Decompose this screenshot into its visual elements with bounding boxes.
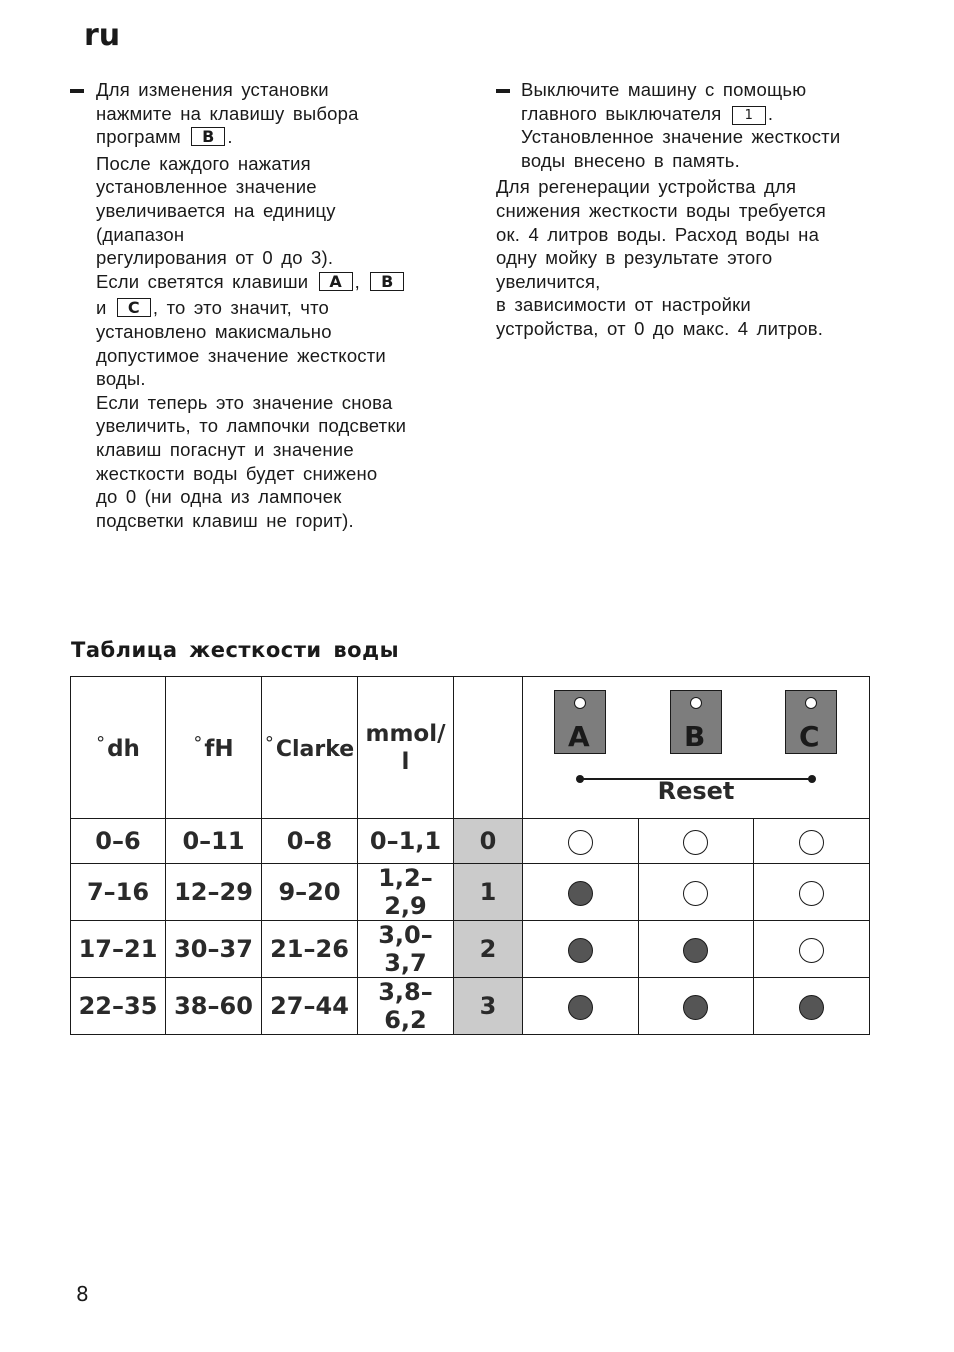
- text-line: подсветки клавиш не горит).: [96, 509, 354, 531]
- water-hardness-table: [70, 676, 870, 1035]
- cell-fh: 0–11: [166, 819, 262, 864]
- reset-label: Reset: [657, 777, 735, 805]
- text-line: допустимое значение жесткости: [96, 344, 386, 366]
- cell-dh: 7–16: [71, 864, 166, 921]
- indicator-circle-icon: [568, 938, 593, 963]
- text-line: регулирования от 0 до 3).: [96, 247, 334, 269]
- text-line: [96, 296, 466, 320]
- key-letter: B: [684, 720, 706, 753]
- indicator-circle-icon: [799, 830, 824, 855]
- cell-light-b: [638, 978, 754, 1035]
- text-line: установлено макисмально: [96, 320, 332, 342]
- key-b-icon: [670, 690, 722, 754]
- text-line: Установленное значение жесткости: [521, 126, 841, 148]
- header-dh: [71, 677, 166, 819]
- keys-diagram: [523, 677, 870, 819]
- indicator-circle-icon: [683, 995, 708, 1020]
- cell-fh: 12–29: [166, 864, 262, 921]
- cell-dh: 17–21: [71, 921, 166, 978]
- table-row: [71, 864, 870, 921]
- indicator-circle-icon: [799, 881, 824, 906]
- indicator-circle-icon: [683, 938, 708, 963]
- cell-mmol: 0–1,1: [358, 819, 454, 864]
- cell-light-b: [638, 921, 754, 978]
- text-line: Если теперь это значение снова: [96, 391, 393, 413]
- key-letter: C: [799, 720, 820, 753]
- cell-light-a: [523, 978, 639, 1035]
- indicator-light-icon: [805, 697, 817, 709]
- cell-mmol: 1,2–2,9: [358, 864, 454, 921]
- cell-level: 3: [454, 978, 523, 1035]
- cell-light-c: [754, 819, 870, 864]
- indicator-circle-icon: [799, 938, 824, 963]
- cell-light-a: [523, 819, 639, 864]
- table-row: [71, 921, 870, 978]
- key-c-icon: [785, 690, 837, 754]
- indicator-circle-icon: [568, 995, 593, 1020]
- text-fragment: главного выключателя: [521, 102, 722, 124]
- cell-light-b: [638, 819, 754, 864]
- text-fragment: .: [767, 102, 774, 124]
- cell-dh: 22–35: [71, 978, 166, 1035]
- table-row: [71, 819, 870, 864]
- key-a-icon: [554, 690, 606, 754]
- text-line: клавиш погаснут и значение: [96, 438, 354, 460]
- header-label: fH: [204, 736, 234, 762]
- indicator-light-icon: [690, 697, 702, 709]
- text-line: увеличить, то лампочки подсветки: [96, 415, 407, 437]
- indicator-circle-icon: [568, 881, 593, 906]
- text-fragment: , то это значит, что: [152, 297, 330, 319]
- text-line: После каждого нажатия: [96, 152, 311, 174]
- text-line: снижения жесткости воды требуется: [496, 199, 826, 221]
- cell-level: 2: [454, 921, 523, 978]
- text-line: увеличивается на единицу: [96, 199, 336, 221]
- text-line: Для изменения установки: [96, 79, 329, 100]
- text-line: воды внесено в память.: [521, 149, 740, 171]
- indicator-circle-icon: [799, 995, 824, 1020]
- indicator-circle-icon: [568, 830, 593, 855]
- cell-clarke: 0–8: [262, 819, 358, 864]
- cell-level: 1: [454, 864, 523, 921]
- cell-mmol: 3,8–6,2: [358, 978, 454, 1035]
- cell-clarke: 9–20: [262, 864, 358, 921]
- cell-light-a: [523, 864, 639, 921]
- cell-dh: 0–6: [71, 819, 166, 864]
- header-fh: [166, 677, 262, 819]
- cell-fh: 30–37: [166, 921, 262, 978]
- table-title: Таблица жесткости воды: [71, 638, 400, 662]
- header-clarke: [262, 677, 358, 819]
- header-label: dh: [107, 736, 140, 762]
- table-row: [71, 978, 870, 1035]
- text-fragment: программ: [96, 126, 181, 148]
- key-c-label: C: [117, 298, 151, 317]
- text-line: одну мойку в результате этого: [496, 247, 773, 269]
- page-number: 8: [76, 1282, 89, 1306]
- text-line: увеличится,: [496, 270, 601, 292]
- cell-light-c: [754, 864, 870, 921]
- key-b-label: B: [370, 272, 404, 291]
- text-fragment: ,: [354, 270, 360, 292]
- text-line: нажмите на клавишу выбора: [96, 102, 359, 124]
- text-line: Для регенерации устройства для: [496, 176, 797, 198]
- text-fragment: .: [227, 126, 233, 148]
- cell-light-a: [523, 921, 639, 978]
- right-column-text: [496, 78, 896, 341]
- left-column-text: [96, 78, 466, 532]
- text-line: установленное значение: [96, 176, 317, 198]
- cell-light-c: [754, 978, 870, 1035]
- header-level: [454, 677, 523, 819]
- text-line: Выключите машину с помощью: [521, 79, 807, 100]
- cell-light-b: [638, 864, 754, 921]
- degree-symbol: °: [193, 733, 203, 754]
- text-line: ок. 4 литров воды. Расход воды на: [496, 223, 820, 245]
- cell-light-c: [754, 921, 870, 978]
- indicator-light-icon: [574, 697, 586, 709]
- header-label: Clarke: [275, 737, 355, 762]
- text-line: до 0 (ни одна из лампочек: [96, 486, 342, 508]
- header-label: mmol/ l: [365, 720, 446, 775]
- text-line: жесткости воды будет снижено: [96, 462, 378, 484]
- language-code: ru: [84, 18, 121, 53]
- cell-clarke: 21–26: [262, 921, 358, 978]
- cell-clarke: 27–44: [262, 978, 358, 1035]
- header-mmol: [358, 677, 454, 819]
- bullet-dash: [70, 89, 84, 93]
- degree-symbol: °: [264, 733, 274, 754]
- main-switch-label: 1: [732, 106, 766, 125]
- degree-symbol: °: [96, 733, 106, 754]
- cell-level: 0: [454, 819, 523, 864]
- key-a-label: A: [319, 272, 353, 291]
- text-fragment: Если светятся клавиши: [96, 270, 309, 292]
- indicator-circle-icon: [683, 881, 708, 906]
- text-line: [96, 125, 466, 149]
- text-line: (диапазон: [96, 223, 185, 245]
- cell-fh: 38–60: [166, 978, 262, 1035]
- table-header-row: [71, 677, 870, 819]
- cell-mmol: 3,0–3,7: [358, 921, 454, 978]
- text-line: [96, 270, 466, 294]
- key-letter: A: [568, 720, 590, 753]
- text-line: устройства, от 0 до макс. 4 литров.: [496, 317, 824, 339]
- indicator-circle-icon: [683, 830, 708, 855]
- text-line: в зависимости от настройки: [496, 294, 751, 316]
- text-line: [496, 102, 896, 126]
- text-line: воды.: [96, 368, 146, 390]
- key-b-label: B: [191, 127, 225, 146]
- text-fragment: и: [96, 297, 107, 319]
